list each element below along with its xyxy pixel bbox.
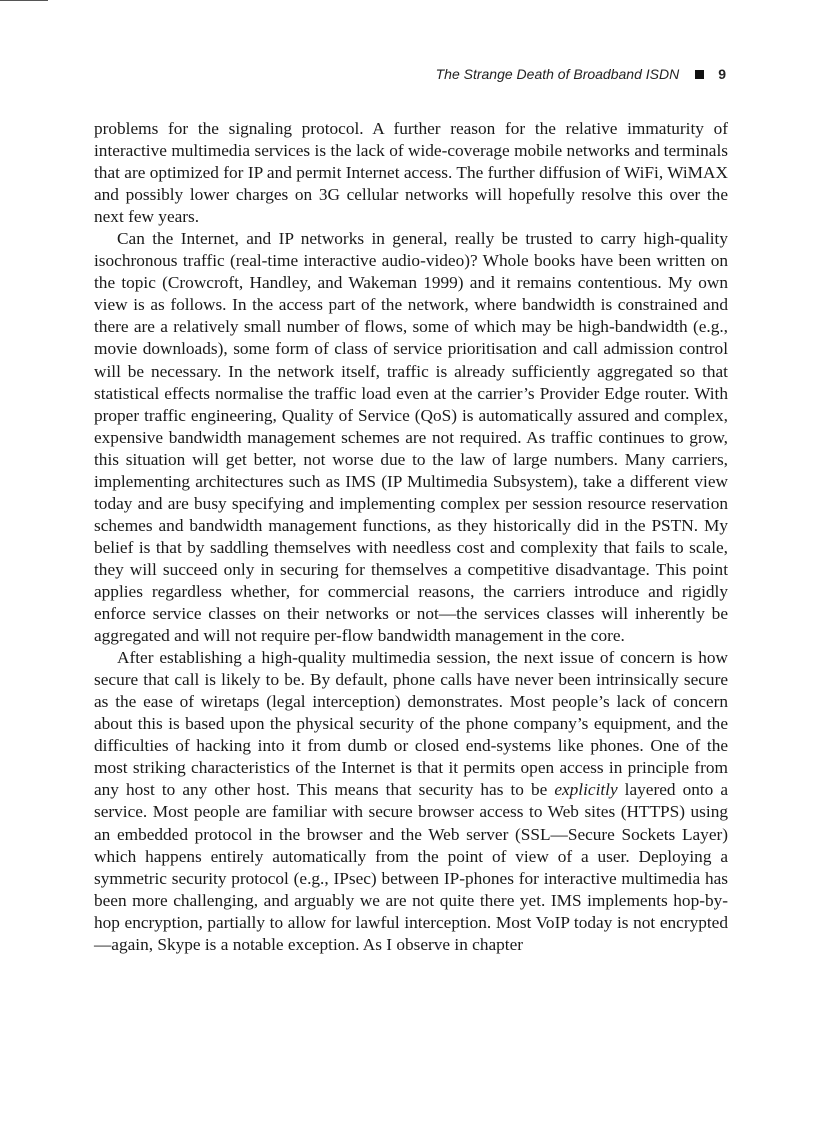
paragraph: problems for the signaling protocol. A further reason for the relative immaturity of interactive multimedia services is the lack of wide-coverage mobile networks and terminals that are optimized for IP and permit Internet access. The further diffusion of WiFi, WiMAX and possibly lower charges on 3G cellular networks will hopefully resolve this over the next few years.	[94, 119, 728, 227]
square-bullet-icon	[695, 70, 704, 79]
paragraph: Can the Internet, and IP networks in general, really be trusted to carry high-quality isochronous traffic (real-time interactive audio-video)? Whole books have been written on the topic (Crowcroft, Handley, and Wakeman 1999) and it remains contentious. My own view is as follows. In the access part of the network, where bandwidth is constrained and there are a relatively small number of flows, some of which may be high-bandwidth (e.g., movie downloads), some form of class of service prioritisation and call admission control will be necessary. In the network itself, traffic is already sufficiently aggregated so that statistical effects normalise the traffic load even at the carrier’s Provider Edge router. With proper traffic engineering, Quality of Service (QoS) is automatically assured and complex, expensive bandwidth management schemes are not required. As traffic continues to grow, this situation will get better, not worse due to the law of large numbers. Many carriers, implementing architectures such as IMS (IP Multimedia Subsystem), take a different view today and are busy specifying and implementing complex per session resource reservation schemes and bandwidth management functions, as they historically did in the PSTN. My belief is that by saddling themselves with needless cost and complexity that fails to scale, they will succeed only in securing for themselves a competitive disadvantage. This point applies regardless whether, for commercial reasons, the carriers introduce and rigidly enforce service classes on their networks or not—the services classes will inherently be aggregated and will not require per-flow bandwidth management in the core.	[94, 229, 728, 646]
body-text	[94, 118, 728, 956]
paragraph-text: layered onto a service. Most people are familiar with secure browser access to Web sites (HTTPS) using an embedded protocol in the browser and the Web server (SSL—Secure Sockets Layer) which happens entirely automatically from the point of view of a user. Deploying a symmetric security protocol (e.g., IPsec) between IP-phones for interactive multimedia has been more challenging, and arguably we are not quite there yet. IMS implements hop-by-hop encryption, partially to allow for lawful interception. Most VoIP today is not encrypted—again, Skype is a notable exception. As I observe in chapter	[94, 780, 729, 954]
emphasized-word: explicitly	[554, 780, 618, 800]
page-number: 9	[718, 66, 726, 82]
paragraph	[94, 647, 728, 956]
crop-mark	[0, 0, 48, 1]
running-title: The Strange Death of Broadband ISDN	[435, 66, 680, 82]
running-header	[436, 66, 726, 82]
paragraph-text: After establishing a high-quality multimedia session, the next issue of concern is how secure that call is likely to be. By default, phone calls have never been intrinsically secure as the ease of wiretaps (legal interception) demonstrates. Most people’s lack of concern about this is based upon the physical security of the phone company’s equipment, and the difficulties of hacking into it from dumb or closed end-systems like phones. One of the most striking characteristics of the Internet is that it permits open access in principle from any host to any other host. This means that security has to be	[94, 648, 728, 800]
